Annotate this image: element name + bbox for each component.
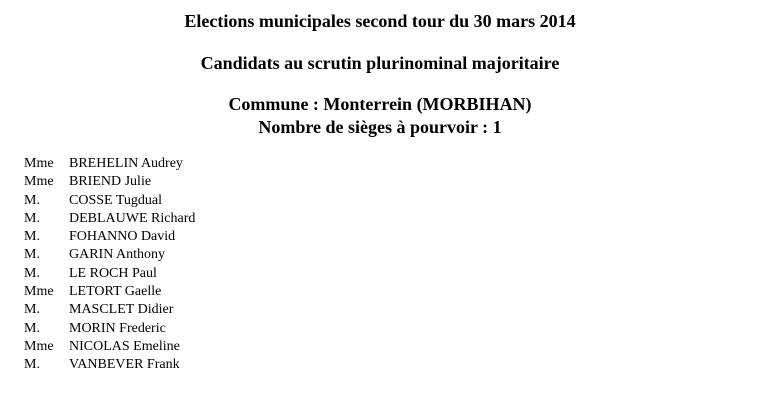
candidate-name: MORIN Frederic — [69, 320, 166, 336]
candidate-civility: Mme — [24, 156, 54, 171]
candidate-name: COSSE Tugdual — [69, 192, 162, 208]
candidate-civility: M. — [24, 320, 40, 336]
candidate-civility: Mme — [24, 174, 54, 190]
scrutin-subtitle: Candidats au scrutin plurinominal majoritaire — [200, 53, 560, 73]
candidate-civility: M. — [24, 210, 40, 226]
candidate-civility: Mme — [24, 338, 54, 354]
candidate-civility: Mme — [24, 284, 54, 300]
candidate-civility: M. — [24, 357, 40, 373]
candidate-name: BREHELIN Audrey — [69, 156, 183, 171]
candidate-civility: M. — [24, 265, 40, 281]
seats-heading: Nombre de sièges à pourvoir : 1 — [258, 117, 502, 137]
candidate-name: MASCLET Didier — [69, 302, 174, 318]
candidate-name: GARIN Anthony — [69, 247, 166, 263]
election-title: Elections municipales second tour du 30 mars 2014 — [184, 11, 576, 31]
candidate-civility: M. — [24, 302, 40, 318]
candidate-name: DEBLAUWE Richard — [69, 210, 196, 226]
candidate-civility: M. — [24, 229, 40, 245]
candidate-name: NICOLAS Emeline — [69, 338, 180, 354]
candidate-name: BRIEND Julie — [69, 174, 152, 190]
candidate-name: VANBEVER Frank — [69, 357, 180, 373]
candidate-name: LE ROCH Paul — [69, 265, 157, 281]
candidate-civility: M. — [24, 192, 40, 208]
commune-heading: Commune : Monterrein (MORBIHAN) — [228, 94, 532, 114]
candidate-name: FOHANNO David — [69, 229, 176, 245]
candidate-name: LETORT Gaelle — [69, 284, 162, 300]
candidate-civility: M. — [24, 247, 40, 263]
